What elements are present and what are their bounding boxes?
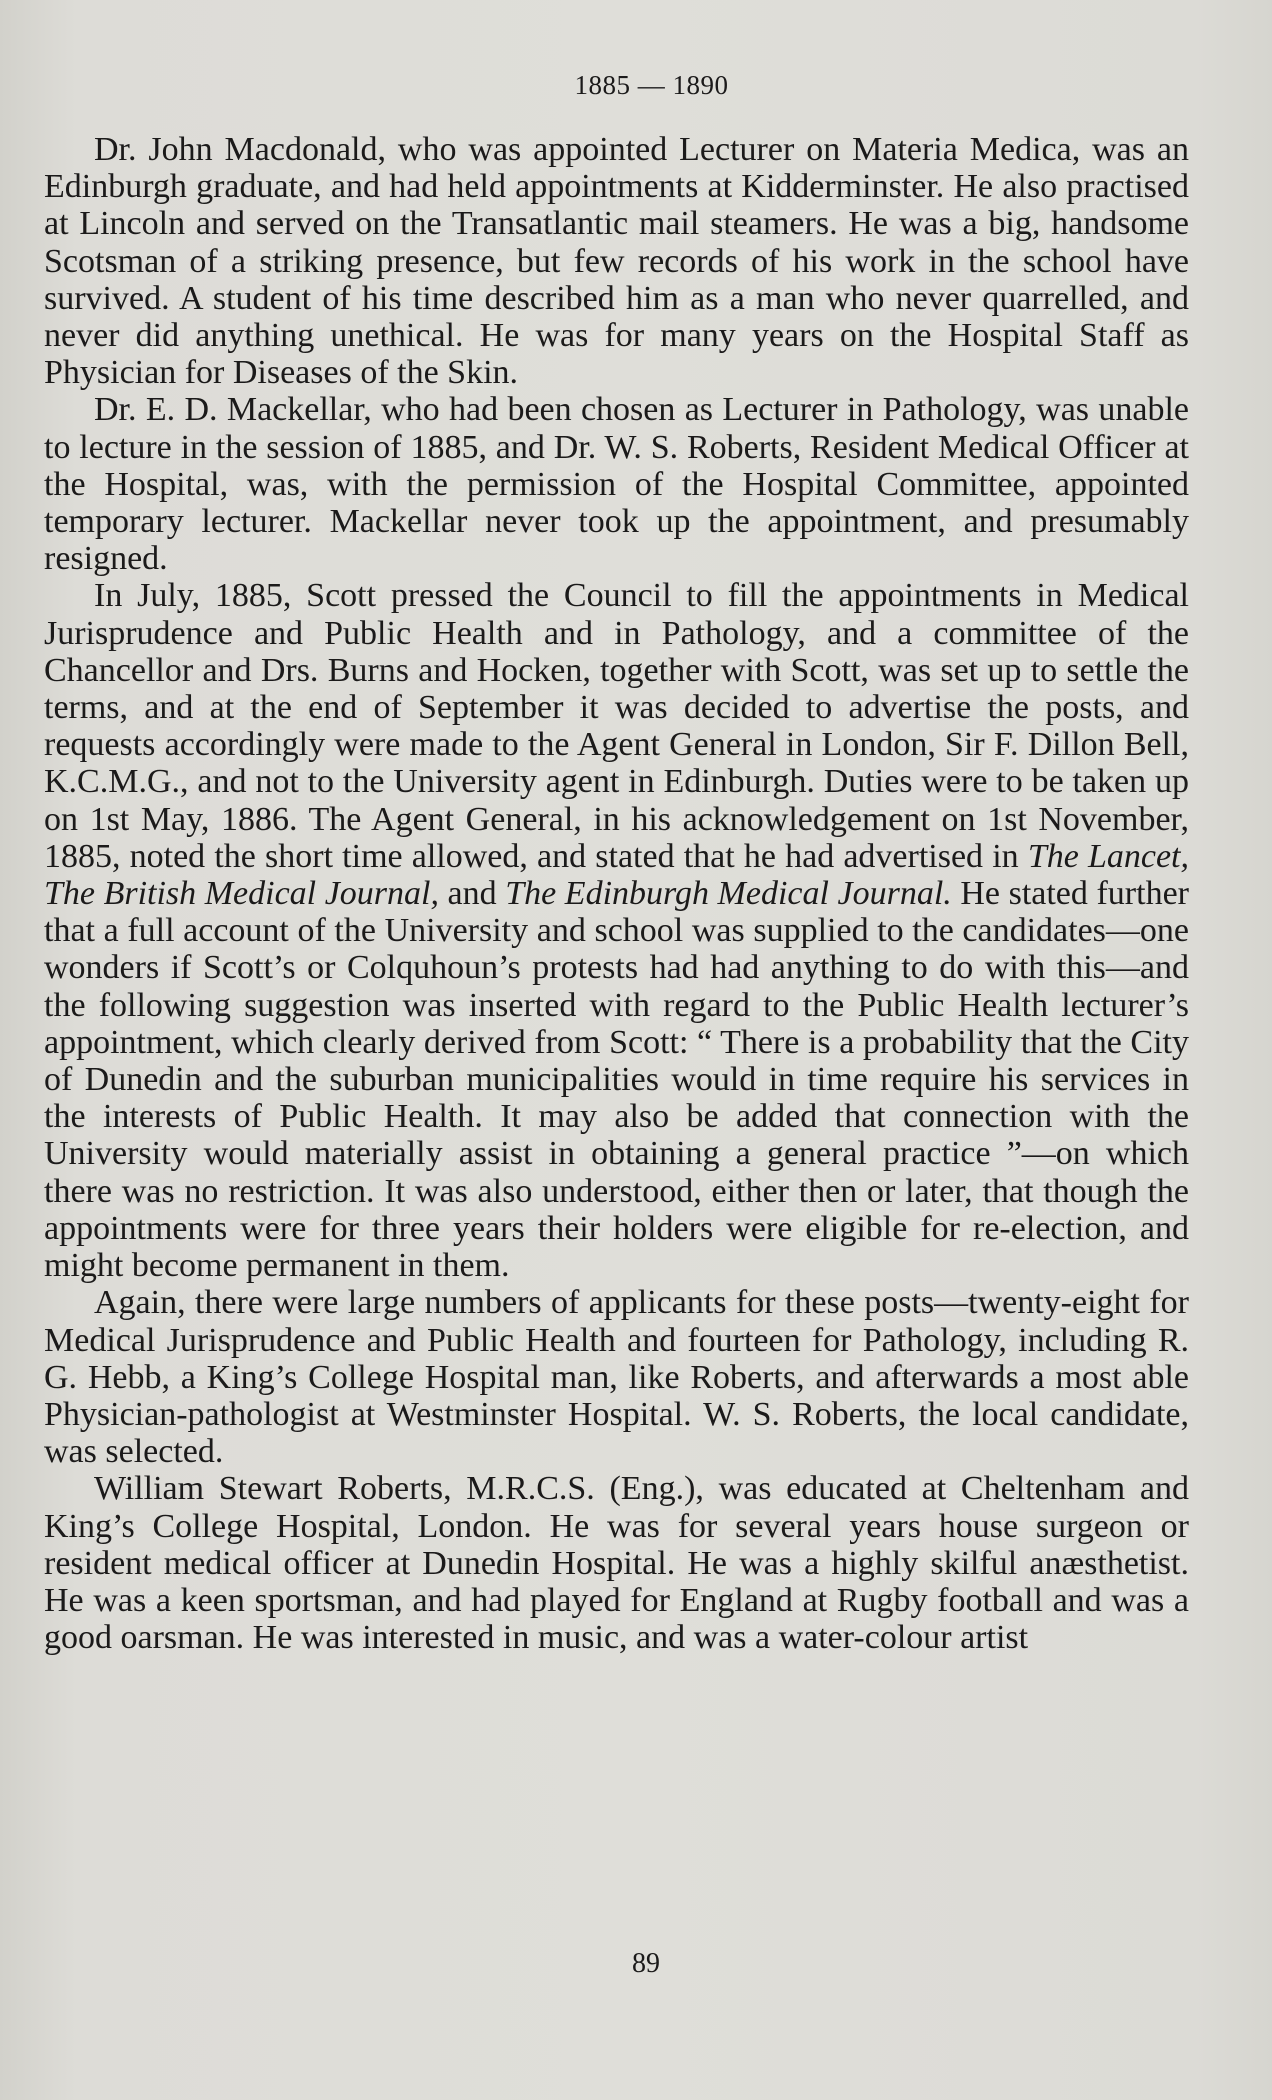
body-paragraph xyxy=(44,131,1189,391)
body-paragraph xyxy=(44,577,1189,1284)
page-body xyxy=(44,70,1189,1656)
italic-title-text: The Lancet, The British Medical Journal, xyxy=(44,837,1189,913)
italic-title-text: The Edinburgh Medical Journal. xyxy=(505,875,952,913)
paragraph-text: Dr. John Macdonald, who was appointed Lecturer on Materia Medica, was an Edinburgh graduate, and had held appointments at Kidderminster. He also practised at Lincoln and served on the Transatlantic mail steamers. He was a big, handsome Scotsman of a striking presence, but few records of his work in the school have survived. A student of his time described him as a man who never quarrelled, and never did anything unethical. He was for many years on the Hospital Staff as Physician for Diseases of the Skin. xyxy=(44,131,1189,392)
paragraph-text: William Stewart Roberts, M.R.C.S. (Eng.), was educated at Cheltenham and King’s College Hospital, London. He was for several years house surgeon or resident medical officer at Dunedin Hospital. He was a highly skilful anæsthetist. He was a keen sportsman, and had played for England at Rugby football and was a good oarsman. He was interested in music, and was a water-colour artist xyxy=(44,1470,1189,1657)
body-paragraph xyxy=(44,1470,1189,1656)
paragraph-text: and xyxy=(438,875,506,913)
body-text xyxy=(44,131,1189,1656)
paragraph-text: He stated further that a full account of the University and school was supplied to the candidates—one wonders if Scott’s or Colquhoun’s protests had had anything to do with this—and the following suggestion was inserted with regard to the Public Health lecturer’s appointment, which clearly derived from Scott: “ There is a probability that the City of Dunedin and the suburban municipalities would in time require his services in the interests of Public Health. It may also be added that connection with the University would materially assist in obtaining a general practice ”—on which there was no restriction. It was also understood, either then or later, that though the appointments were for three years their holders were eligible for re-election, and might become permanent in them. xyxy=(44,875,1189,1285)
paragraph-text: Again, there were large numbers of applicants for these posts—twenty-eight for Medical Jurisprudence and Public Health and fourteen for Pathology, including R. G. Hebb, a King’s College Hospital man, like Roberts, and afterwards a most able Physician-pathologist at Westminster Hospital. W. S. Roberts, the local candidate, was selected. xyxy=(44,1284,1189,1471)
paragraph-text: Dr. E. D. Mackellar, who had been chosen as Lecturer in Pathology, was unable to lecture in the session of 1885, and Dr. W. S. Roberts, Resident Medical Officer at the Hospital, was, with the permission of the Hospital Committee, appointed temporary lecturer. Mackellar never took up the appointment, and presumably resigned. xyxy=(44,391,1189,578)
body-paragraph xyxy=(44,391,1189,577)
body-paragraph xyxy=(44,1284,1189,1470)
running-head: 1885 — 1890 xyxy=(574,70,729,100)
page-number: 89 xyxy=(632,1948,660,1979)
paragraph-text: In July, 1885, Scott pressed the Council to fill the appointments in Medical Jurisprudence and Public Health and in Pathology, and a committee of the Chancellor and Drs. Burns and Hocken, together with Scott, was set up to settle the terms, and at the end of September it was decided to advertise the posts, and requests accordingly were made to the Agent General in London, Sir F. Dillon Bell, K.C.M.G., and not to the University agent in Edinburgh. Duties were to be taken up on 1st May, 1886. The Agent General, in his acknowledgement on 1st November, 1885, noted the short time allowed, and stated that he had advertised in xyxy=(44,577,1189,875)
